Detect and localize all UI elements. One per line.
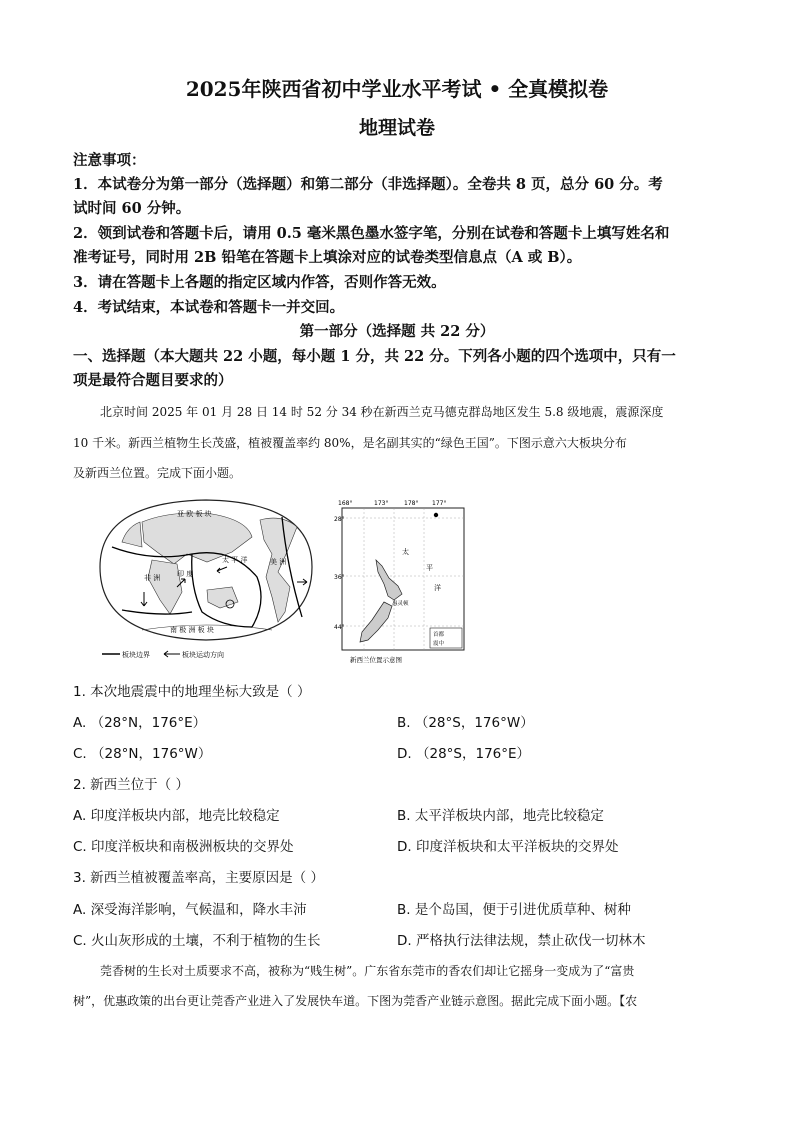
option-a[interactable]: A. 深受海洋影响，气候温和，降水丰沛 — [73, 902, 307, 918]
option-c[interactable]: C. 火山灰形成的土壤，不利于植物的生长 — [73, 933, 321, 949]
option-a[interactable]: A. （28°N，176°E） — [73, 715, 207, 731]
passage-line: 及新西兰位置。完成下面小题。 — [73, 466, 242, 480]
notice-item: 3．请在答题卡上各题的指定区域内作答，否则作答无效。 — [73, 274, 446, 291]
option-b[interactable]: B. （28°S，176°W） — [397, 715, 534, 731]
question-stem: 1. 本次地震震中的地理坐标大致是（ ） — [73, 684, 311, 700]
passage-line: 树”，优惠政策的出台更让莞香产业进入了发展快车道。下图为莞香产业链示意图。据此完成下面小题。【农 — [73, 994, 638, 1008]
nz-location-map — [334, 496, 466, 666]
notice-item: 准考证号，同时用 2B 铅笔在答题卡上填涂对应的试卷类型信息点（A 或 B）。 — [73, 249, 582, 266]
epicenter-marker — [434, 513, 438, 517]
plate-label-indian: 印 度 — [177, 570, 194, 578]
plate-label-pacific: 太 平 洋 — [222, 556, 248, 564]
plate-label-eurasia: 亚 欧 板 块 — [177, 510, 212, 518]
lat-label: 28° — [334, 516, 345, 523]
nz-caption: 新西兰位置示意图 — [350, 656, 402, 664]
legend-boundary: 板块边界 — [122, 651, 150, 659]
lon-label: 177° — [432, 500, 447, 507]
option-c[interactable]: C. （28°N，176°W） — [73, 746, 212, 762]
notice-item: 1．本试卷分为第一部分（选择题）和第二部分（非选择题）。全卷共 8 页，总分 60 分。考 — [73, 176, 663, 193]
question-stem: 2. 新西兰位于（ ） — [73, 777, 189, 793]
option-a[interactable]: A. 印度洋板块内部，地壳比较稳定 — [73, 808, 280, 824]
lat-label: 44° — [334, 624, 345, 631]
passage-line: 莞香树的生长对土质要求不高，被称为“贱生树”。广东省东莞市的香农们却让它摇身一变成为了“富贵 — [100, 964, 635, 978]
plate-label-america: 美 洲 — [270, 558, 287, 566]
lon-label: 173° — [374, 500, 389, 507]
notice-item: 4．考试结束，本试卷和答题卡一并交回。 — [73, 299, 345, 316]
wellington-label: 惠灵顿 — [392, 601, 409, 607]
option-b[interactable]: B. 是个岛国，便于引进优质草种、树种 — [397, 902, 631, 918]
exam-subtitle: 地理试卷 — [358, 117, 435, 139]
section-heading-line2: 项是最符合题目要求的） — [73, 372, 233, 389]
option-d[interactable]: D. 严格执行法律法规，禁止砍伐一切林木 — [397, 933, 646, 949]
option-d[interactable]: D. （28°S，176°E） — [397, 746, 531, 762]
lon-label: 178° — [404, 500, 419, 507]
exam-title: 2025年陕西省初中学业水平考试 • 全真模拟卷 — [185, 77, 609, 101]
passage-line: 10 千米。新西兰植物生长茂盛，植被覆盖率约 80%，是名副其实的“绿色王国”。下图示意六大板块分布 — [73, 436, 627, 450]
option-d[interactable]: D. 印度洋板块和太平洋板块的交界处 — [397, 839, 619, 855]
notice-item: 2．领到试卷和答题卡后，请用 0.5 毫米黑色墨水签字笔，分别在试卷和答题卡上填写姓名和 — [73, 225, 670, 242]
lat-label: 36° — [334, 574, 345, 581]
lon-label: 168° — [338, 500, 353, 507]
question-stem: 3. 新西兰植被覆盖率高，主要原因是（ ） — [73, 870, 324, 886]
plate-map — [82, 492, 330, 662]
option-b[interactable]: B. 太平洋板块内部，地壳比较稳定 — [397, 808, 604, 824]
notice-item: 试时间 60 分钟。 — [73, 200, 191, 217]
part-heading: 第一部分（选择题 共 22 分） — [299, 323, 495, 340]
sea-label: 洋 — [434, 584, 441, 592]
sea-label: 平 — [426, 564, 433, 572]
plate-label-africa: 非 洲 — [144, 574, 161, 582]
sea-label: 太 — [402, 548, 409, 556]
legend-capital: 首都 — [433, 632, 445, 638]
notice-heading: 注意事项： — [73, 152, 146, 169]
legend-motion: 板块运动方向 — [182, 651, 224, 659]
section-heading-line1: 一、选择题（本大题共 22 小题，每小题 1 分，共 22 分。下列各小题的四个选项中，只有一 — [73, 348, 676, 365]
legend-epicenter: 震中 — [433, 641, 445, 647]
option-c[interactable]: C. 印度洋板块和南极洲板块的交界处 — [73, 839, 294, 855]
passage-line: 北京时间 2025 年 01 月 28 日 14 时 52 分 34 秒在新西兰克马德克群岛地区发生 5.8 级地震，震源深度 — [100, 405, 664, 419]
plate-label-antarctic: 南 极 洲 板 块 — [170, 626, 214, 634]
